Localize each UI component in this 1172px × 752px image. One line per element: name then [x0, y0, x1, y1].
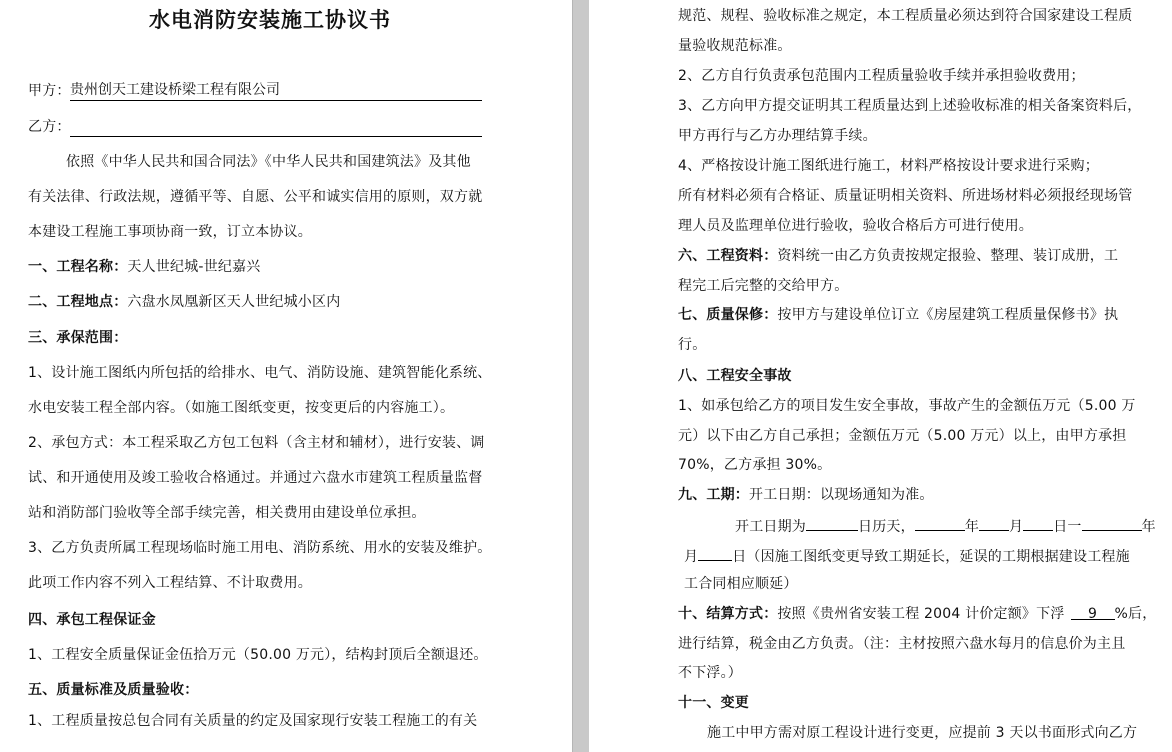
section-text: 资料统一由乙方负责按规定报验、整理、装订成册，工 — [777, 248, 1119, 264]
paragraph-line: 规范、规程、验收标准之规定，本工程质量必须达到符合国家建设工程质 — [678, 8, 1133, 24]
start-month-blank — [979, 515, 1009, 531]
schedule-text: 开工日期为 — [735, 519, 806, 535]
paragraph-line: 程完工后完整的交给甲方。 — [678, 278, 849, 294]
section-heading: 七、质量保修： — [678, 307, 778, 323]
paragraph-line: 1、工程安全质量保证金伍拾万元（50.00 万元），结构封顶后全额退还。 — [28, 647, 488, 663]
start-day-blank — [1023, 515, 1053, 531]
schedule-text: 年 — [964, 519, 980, 535]
section-heading: 三、承保范围： — [28, 330, 128, 346]
intro-line: 本建设工程施工事项协商一致，订立本协议。 — [28, 224, 312, 240]
section-text: 开工日期：以现场通知为准。 — [749, 487, 934, 503]
duration-blank — [806, 515, 858, 531]
section-text: 六盘水凤凰新区天人世纪城小区内 — [127, 294, 341, 310]
paragraph-line: 此项工作内容不列入工程结算、不计取费用。 — [28, 575, 312, 591]
page-left — [0, 0, 572, 752]
paragraph-line: 行。 — [678, 337, 707, 353]
paragraph-line: 3、乙方负责所属工程现场临时施工用电、消防系统、用水的安装及维护。 — [28, 540, 492, 556]
paragraph-line: 4、严格按设计施工图纸进行施工，材料严格按设计要求进行采购； — [678, 158, 1099, 174]
section-heading: 二、工程地点： — [28, 294, 128, 310]
schedule-text: 日一 — [1053, 519, 1082, 535]
section-heading: 十一、变更 — [678, 695, 749, 711]
section-heading: 一、工程名称： — [28, 259, 128, 275]
paragraph-line: 工合同相应顺延） — [684, 576, 798, 592]
paragraph-line: 2、承包方式：本工程采取乙方包工包料（含主材和辅材），进行安装、调 — [28, 435, 485, 451]
section-heading: 八、工程安全事故 — [678, 368, 792, 384]
section-text: %后， — [1114, 606, 1157, 622]
paragraph-line: 不下浮。） — [678, 665, 742, 681]
paragraph-line: 1、如承包给乙方的项目发生安全事故，事故产生的金额伍万元（5.00 万 — [678, 398, 1136, 414]
paragraph-line: 站和消防部门验收等全部手续完善，相关费用由建设单位承担。 — [28, 505, 426, 521]
section-heading: 十、结算方式： — [678, 606, 778, 622]
section-heading: 五、质量标准及质量验收： — [28, 682, 199, 698]
schedule-text: 月 — [1009, 519, 1024, 535]
section-heading: 六、工程资料： — [678, 248, 778, 264]
paragraph-line: 70%，乙方承担 30%。 — [678, 457, 832, 473]
party-b-label: 乙方： — [28, 119, 71, 135]
paragraph-line: 所有材料必须有合格证、质量证明相关资料、所进场材料必须报经现场管 — [678, 188, 1133, 204]
schedule-text: 年 — [1141, 519, 1156, 535]
start-year-blank — [915, 515, 965, 531]
section-text: 天人世纪城-世纪嘉兴 — [127, 259, 261, 275]
section-heading: 四、承包工程保证金 — [28, 612, 156, 628]
section-schedule — [678, 485, 934, 505]
paragraph-line: 1、设计施工图纸内所包括的给排水、电气、消防设施、建筑智能化系统、 — [28, 365, 492, 381]
paragraph-line: 1、工程质量按总包合同有关质量的约定及国家现行安装工程施工的有关 — [28, 713, 478, 729]
paragraph-line: 试、和开通使用及竣工验收合格通过。并通过六盘水市建筑工程质量监督 — [28, 470, 483, 486]
paragraph-line: 3、乙方向甲方提交证明其工程质量达到上述验收标准的相关备案资料后， — [678, 98, 1142, 114]
section-warranty — [678, 305, 1118, 325]
paragraph-line: 2、乙方自行负责承包范围内工程质量验收手续并承担验收费用； — [678, 68, 1085, 84]
page-gap — [572, 0, 590, 752]
schedule-text: 日（因施工图纸变更导致工期延长，延误的工期根据建设工程施 — [732, 549, 1130, 565]
page-right — [589, 0, 1172, 752]
party-a-label: 甲方： — [28, 83, 71, 99]
paragraph-line: 元）以下由乙方自己承担；金额伍万元（5.00 万元）以上，由甲方承担 — [678, 428, 1127, 444]
discount-rate: 9 — [1071, 604, 1115, 620]
party-b-field — [70, 117, 482, 137]
paragraph-line: 进行结算，税金由乙方负责。（注：主材按照六盘水每月的信息价为主且 — [678, 636, 1126, 652]
end-year-blank — [1082, 515, 1142, 531]
paragraph-line: 理人员及监理单位进行验收，验收合格后方可进行使用。 — [678, 218, 1033, 234]
party-a-field: 贵州创天工建设桥梁工程有限公司 — [70, 81, 482, 101]
intro-line: 有关法律、行政法规，遵循平等、自愿、公平和诚实信用的原则，双方就 — [28, 189, 483, 205]
section-text: 按照《贵州省安装工程 2004 计价定额》下浮 — [777, 606, 1065, 622]
schedule-text: 日历天， — [858, 519, 915, 535]
paragraph-line: 量验收规范标准。 — [678, 38, 792, 54]
schedule-text: 月 — [684, 549, 699, 565]
document-title: 水电消防安装施工协议书 — [149, 7, 391, 32]
end-month-blank — [698, 545, 732, 561]
schedule-line — [684, 545, 1130, 567]
paragraph-line: 施工中甲方需对原工程设计进行变更，应提前 3 天以书面形式向乙方 — [707, 725, 1138, 741]
schedule-line — [735, 515, 1156, 537]
intro-line: 依照《中华人民共和国合同法》《中华人民共和国建筑法》及其他 — [66, 154, 471, 170]
section-project-documents — [678, 246, 1118, 266]
section-heading: 九、工期： — [678, 487, 749, 503]
section-settlement — [678, 604, 1156, 624]
paragraph-line: 甲方再行与乙方办理结算手续。 — [678, 128, 877, 144]
section-project-location — [28, 292, 340, 312]
section-project-name — [28, 257, 260, 277]
paragraph-line: 水电安装工程全部内容。（如施工图纸变更，按变更后的内容施工）。 — [28, 400, 455, 416]
section-text: 按甲方与建设单位订立《房屋建筑工程质量保修书》执 — [777, 307, 1119, 323]
